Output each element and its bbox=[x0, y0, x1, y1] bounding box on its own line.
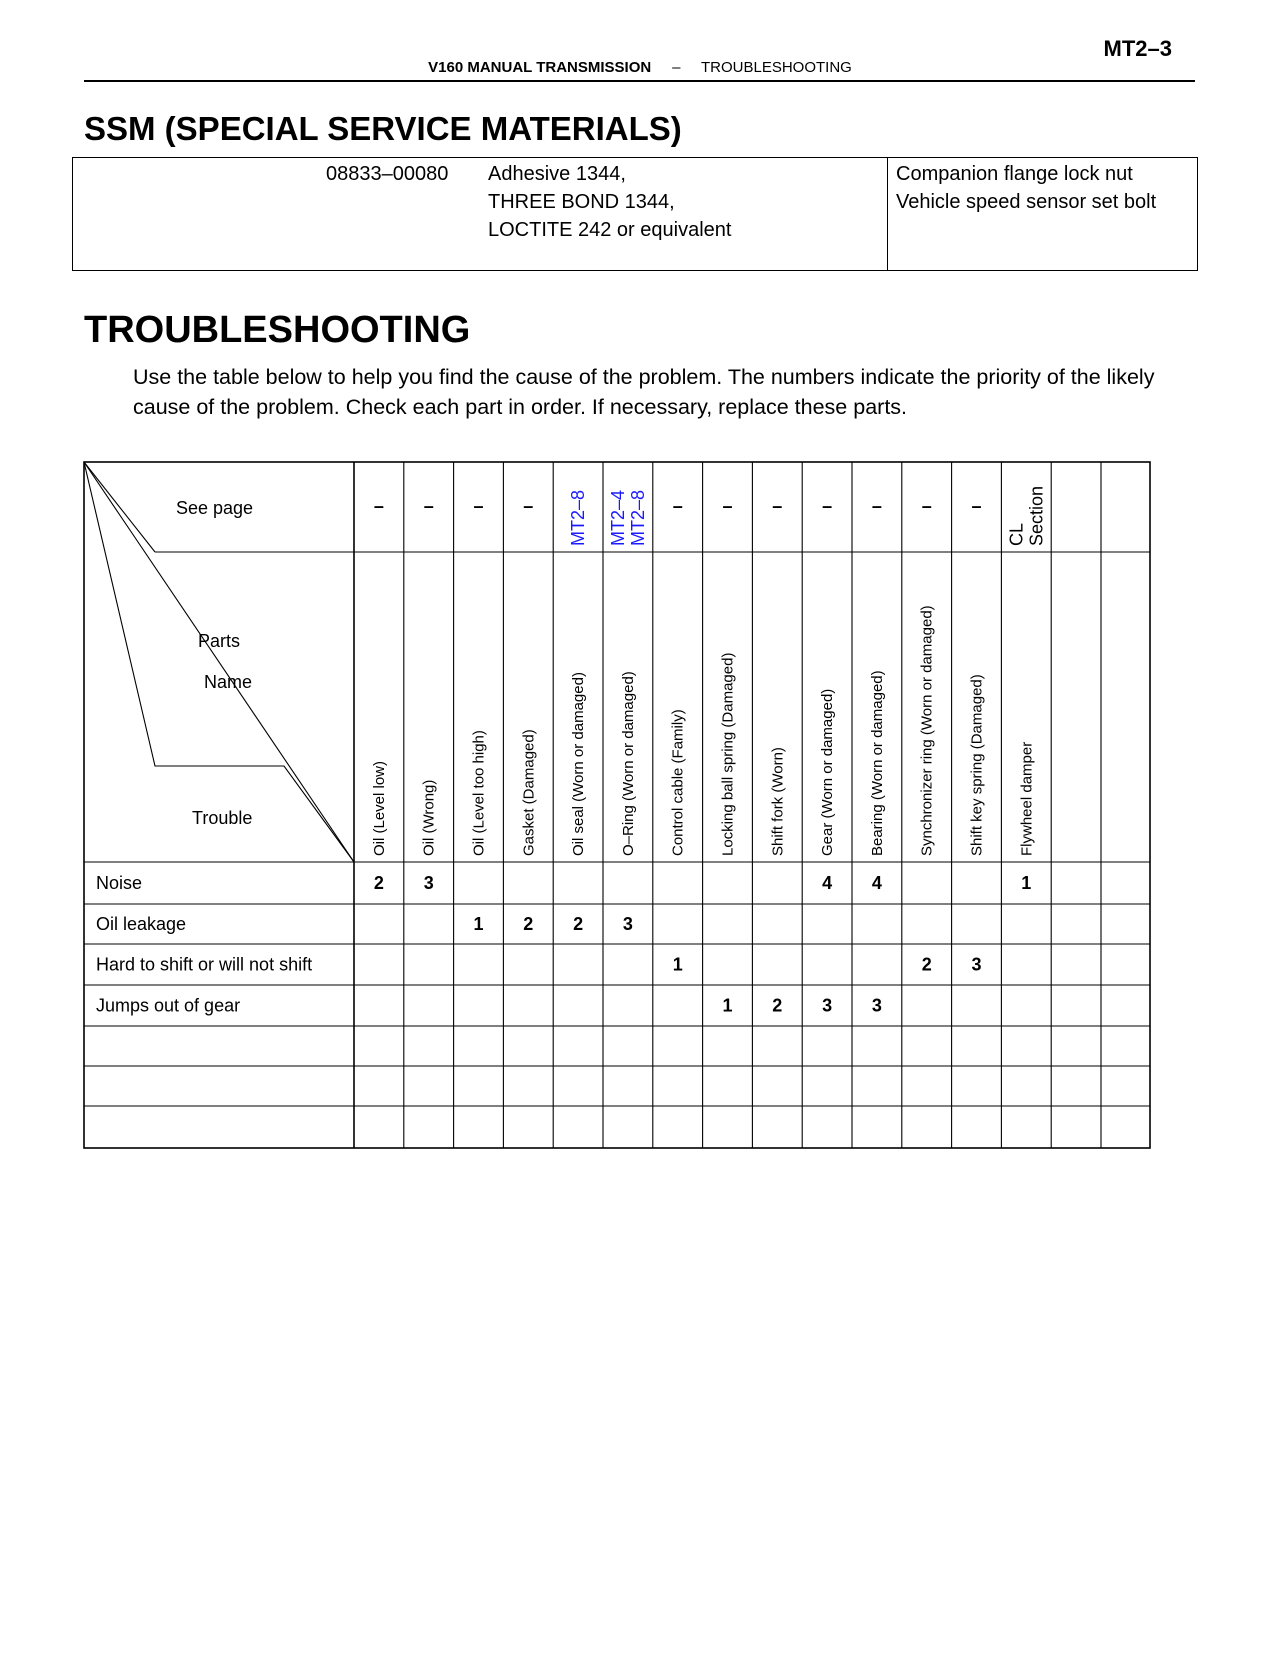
see-page-link: MT2–4 bbox=[607, 489, 628, 546]
trouble-name: Noise bbox=[96, 873, 143, 893]
manual-title: V160 MANUAL TRANSMISSION bbox=[428, 59, 652, 76]
part-name-label: Oil (Level low) bbox=[370, 760, 388, 856]
intro-line: cause of the problem. Check each part in order. If necessary, replace these parts. bbox=[133, 395, 908, 419]
troubleshooting-title: TROUBLESHOOTING bbox=[84, 309, 471, 351]
part-name-label: Gear (Worn or damaged) bbox=[819, 688, 837, 856]
priority-number: 1 bbox=[672, 954, 683, 975]
trouble-name: Jumps out of gear bbox=[96, 995, 241, 1016]
priority-number: 2 bbox=[523, 914, 534, 934]
priority-number: 1 bbox=[473, 914, 484, 934]
trouble-name: Oil leakage bbox=[96, 914, 187, 934]
see-page-dash: – bbox=[722, 496, 733, 516]
part-name-label: Oil seal (Worn or damaged) bbox=[570, 672, 588, 856]
see-page-dash: – bbox=[473, 496, 484, 516]
trouble-label: Trouble bbox=[192, 808, 253, 828]
header-separator: – bbox=[672, 59, 681, 76]
part-name-label: Gasket (Damaged) bbox=[520, 729, 538, 856]
see-page-dash: – bbox=[523, 496, 534, 516]
see-page-ref: CL bbox=[1006, 522, 1027, 546]
priority-number: 4 bbox=[871, 873, 882, 893]
see-page-dash: – bbox=[971, 496, 982, 516]
see-page-dash: – bbox=[373, 496, 384, 516]
see-page-dash: – bbox=[423, 496, 434, 516]
header-section: TROUBLESHOOTING bbox=[701, 59, 852, 76]
intro-line: Use the table below to help you find the cause of the problem. The numbers indicate the priority of the likely bbox=[133, 365, 1155, 389]
see-page-dash: – bbox=[822, 496, 833, 516]
ssm-material-line: LOCTITE 242 or equivalent bbox=[488, 219, 732, 241]
table-frame bbox=[84, 462, 1150, 1148]
ssm-part-number: 08833–00080 bbox=[326, 163, 449, 185]
see-page-ref: Section bbox=[1026, 485, 1047, 546]
priority-number: 2 bbox=[921, 954, 932, 975]
ssm-material-line: THREE BOND 1344, bbox=[488, 191, 675, 213]
trouble-name: Hard to shift or will not shift bbox=[96, 954, 313, 975]
priority-number: 2 bbox=[573, 914, 584, 934]
priority-number: 3 bbox=[871, 995, 882, 1016]
part-name-label: Flywheel damper bbox=[1018, 741, 1036, 856]
ssm-usage-line: Companion flange lock nut bbox=[896, 163, 1133, 185]
priority-number: 3 bbox=[423, 873, 434, 893]
part-name-label: Synchronizer ring (Worn or damaged) bbox=[918, 605, 936, 856]
corner-diagonal bbox=[84, 462, 354, 862]
part-name-label: Oil (Level too high) bbox=[470, 730, 488, 856]
see-page-dash: – bbox=[672, 496, 683, 516]
priority-number: 1 bbox=[1021, 873, 1032, 893]
see-page-dash: – bbox=[871, 496, 882, 516]
part-name-label: Locking ball spring (Damaged) bbox=[719, 652, 737, 856]
part-name-label: O–Ring (Worn or damaged) bbox=[619, 671, 637, 856]
part-name-label: Oil (Wrong) bbox=[420, 779, 438, 856]
see-page-dash: – bbox=[921, 496, 932, 516]
priority-number: 3 bbox=[622, 914, 633, 934]
see-page-dash: – bbox=[772, 496, 783, 516]
see-page-link: MT2–8 bbox=[568, 489, 589, 546]
priority-number: 3 bbox=[822, 995, 833, 1016]
priority-number: 1 bbox=[722, 995, 733, 1016]
page-number: MT2–3 bbox=[1103, 36, 1172, 61]
name-label: Name bbox=[204, 672, 253, 692]
priority-number: 3 bbox=[971, 954, 982, 975]
see-page-label: See page bbox=[176, 498, 254, 518]
priority-number: 2 bbox=[772, 995, 783, 1016]
part-name-label: Shift fork (Worn) bbox=[769, 747, 787, 856]
ssm-material-line: Adhesive 1344, bbox=[488, 163, 626, 185]
part-name-label: Shift key spring (Damaged) bbox=[968, 674, 986, 856]
priority-number: 2 bbox=[373, 873, 384, 893]
part-name-label: Bearing (Worn or damaged) bbox=[868, 670, 886, 856]
see-page-link: MT2–8 bbox=[627, 489, 648, 546]
part-name-label: Control cable (Family) bbox=[669, 709, 687, 856]
ssm-usage-line: Vehicle speed sensor set bolt bbox=[896, 191, 1157, 213]
parts-label: Parts bbox=[198, 631, 241, 651]
priority-number: 4 bbox=[822, 873, 833, 893]
ssm-title: SSM (SPECIAL SERVICE MATERIALS) bbox=[84, 110, 682, 147]
